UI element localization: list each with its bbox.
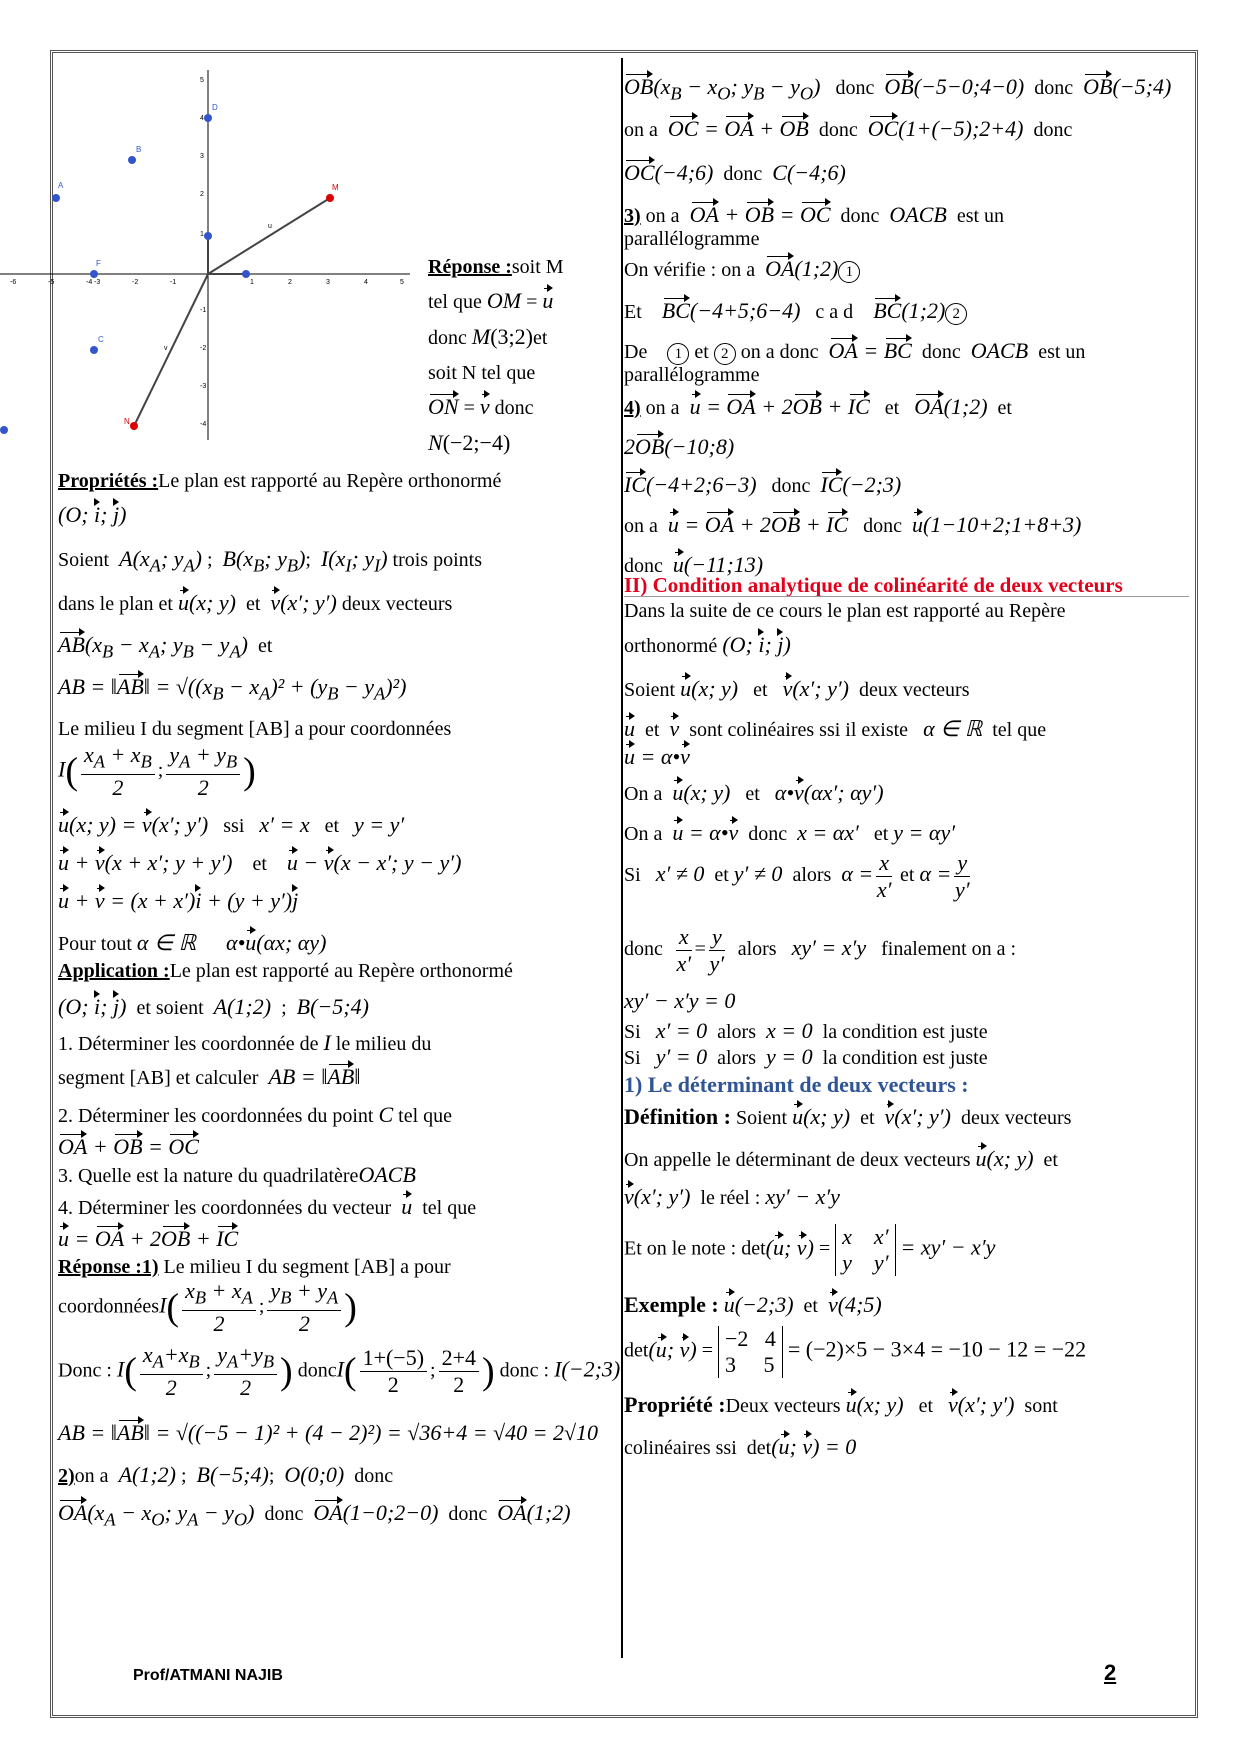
q1-text-c: segment [AB] et calculer <box>58 1067 259 1089</box>
on-a-line-2: On a u = α•v donc x = αx′ et y = αy′ <box>624 820 956 845</box>
right-column <box>624 60 1184 1650</box>
colineaires-ssi-line: colinéaires ssi det(u; v) = 0 <box>624 1434 857 1459</box>
suite-text: Dans la suite de ce cours le plan est rapporté au Repère <box>624 600 1066 622</box>
label-v: v <box>164 345 168 352</box>
reponse-text-3: donc <box>428 327 467 349</box>
u-alpha-v-line: u = α•v <box>624 744 690 769</box>
q3-text: 3. Quelle est la nature du quadrilatère <box>58 1165 359 1187</box>
rep1-text: Le milieu I du segment [AB] a pour <box>163 1256 451 1278</box>
parallelogramme-line-2 <box>624 362 760 388</box>
q4-formula: u = OA + 2OB + IC <box>58 1226 239 1251</box>
x-tick: 3 <box>326 279 330 286</box>
sont-colineaires-text: sont colinéaires ssi il existe <box>689 719 909 741</box>
donc-line: donc $\frac{x}{x'}$ = $\frac{y}{y'}$ alors xy′ = x′y finalement on a : <box>624 924 1017 976</box>
reponse-line-3: donc M(3;2)et <box>428 324 548 349</box>
application-line <box>58 958 513 984</box>
definition-line: Définition : Soient u(x; y) et v(x′; y′) deux vecteurs <box>624 1104 1072 1129</box>
y-tick: -3 <box>200 383 207 390</box>
y-tick: 5 <box>200 77 204 84</box>
reponse-title: Réponse : <box>428 256 512 278</box>
reponse-line-6: N(−2;−4) <box>428 430 511 455</box>
colineaires-ssi-text: colinéaires ssi <box>624 1437 737 1459</box>
definition-title: Définition : <box>624 1104 731 1129</box>
q2-formula: OA + OB = OC <box>58 1134 199 1159</box>
x-tick: 5 <box>400 279 404 286</box>
rep2-line: 2)on a A(1;2) ; B(−5;4); O(0;0) donc <box>58 1462 394 1487</box>
donc3-text: donc : <box>499 1359 550 1382</box>
label-F: F <box>96 259 101 268</box>
et-text: et <box>257 635 273 657</box>
le-reel-text: le réel : <box>700 1187 761 1209</box>
q3-line: 3. Quelle est la nature du quadrilatèreOACB <box>58 1162 416 1187</box>
q2-text-b: tel que <box>398 1105 453 1127</box>
conclusion-line: De 1 et 2 on a donc OA = BC donc OACB est un <box>624 338 1086 363</box>
q4-text: 4. Déterminer les coordonnées du vecteur <box>58 1197 392 1219</box>
label-A: A <box>58 181 64 190</box>
label-C: C <box>98 335 104 344</box>
q1-text-a: 1. Déterminer les coordonnée de <box>58 1033 319 1055</box>
exemple-title: Exemple : <box>624 1292 719 1317</box>
x-tick: -2 <box>132 279 139 286</box>
oc-result-line: OC(−4;6) donc C(−4;6) <box>624 160 846 185</box>
rep1-line <box>58 1254 451 1280</box>
si-text: Si <box>624 864 641 887</box>
label-B: B <box>136 145 142 154</box>
column-divider <box>621 58 623 1658</box>
dans-plan-line: dans le plan et u(x; y) et v(x′; y′) deux vecteurs <box>58 590 453 615</box>
section-rule <box>624 596 1189 597</box>
sum-basis-line: u + v = (x + x′)i + (y + y′)j <box>58 888 299 913</box>
orthonorme-text: orthonormé <box>624 635 718 657</box>
oc-line: on a OC = OA + OB donc OC(1+(−5);2+4) donc <box>624 116 1073 141</box>
oa-line: $OA(x_A - x_O$; $y_A - y_O$) donc OA(1−0;2−0) donc OA(1;2) <box>58 1500 571 1530</box>
colineaires-line: u et v sont colinéaires ssi il existe α ∈ ℝ tel que <box>624 716 1047 741</box>
condition-line: xy′ − x′y = 0 <box>624 988 736 1013</box>
props-title: Propriétés : <box>58 470 159 492</box>
si-y-line: Si y′ = 0 alors y = 0 la condition est juste <box>624 1044 988 1069</box>
de-text: De <box>624 341 648 363</box>
q2-line: 2. Déterminer les coordonnées du point C tel que <box>58 1102 453 1127</box>
tel-que-text: tel que <box>992 719 1047 741</box>
point-j <box>204 232 212 240</box>
footer-page-number: 2 <box>1104 1660 1117 1685</box>
exemple-calc-line: det(u; v) = −2 4 3 5 = (−2)×5 − 3×4 = −10 − 12 = −22 <box>624 1326 1087 1377</box>
et-soient-text: et soient <box>136 997 204 1019</box>
on-appelle-text: On appelle le déterminant de deux vecteurs <box>624 1149 971 1171</box>
sum-diff-line: u + v(x + x′; y + y′) et u − v(x − x′; y − y′) <box>58 850 462 875</box>
q1-line-2: segment [AB] et calculer AB = ‖AB‖ <box>58 1064 361 1089</box>
u-result-line: donc u(−11;13) <box>624 552 764 577</box>
point-F <box>90 270 98 278</box>
point-N <box>130 422 138 430</box>
coordonnees-text: coordonnées <box>58 1295 160 1318</box>
bc-line: Et BC(−4+5;6−4) c a d BC(1;2) 2 <box>624 298 967 325</box>
x-tick: -6 <box>10 279 17 286</box>
footer-author: Prof/ATMANI NAJIB <box>133 1667 283 1684</box>
ab-norm-line: AB = ‖AB‖ = $√((x_B - x_A)^2 + (y_B - y_A)^2)$ <box>58 674 407 704</box>
sub-title: 1) Le déterminant de deux vecteurs : <box>624 1072 969 1097</box>
ic-line: IC(−4+2;6−3) donc IC(−2;3) <box>624 472 902 497</box>
y-tick: -2 <box>200 345 207 352</box>
coordinate-graph <box>0 60 420 460</box>
propriete-text: Deux vecteurs <box>725 1395 841 1417</box>
q1-line: 1. Déterminer les coordonnée de I le milieu du <box>58 1030 432 1055</box>
reponse-line-2: tel que OM = u <box>428 288 554 313</box>
point-E <box>0 426 8 434</box>
section-title: II) Condition analytique de colinéarité de deux vecteurs <box>624 573 1123 597</box>
donc-text: donc <box>835 77 875 99</box>
x-tick: 1 <box>250 279 254 286</box>
point-B <box>128 156 136 164</box>
milieu-formula: I( $\frac{x_A + x_B}{2}$ ; $\frac{y_A + y_B}{2}$ ) <box>58 742 256 801</box>
parallelogramme-line <box>624 226 760 252</box>
est-un-text: est un <box>956 205 1005 227</box>
soient-line: Soient $A(x_A$; $y_A$) ; $B(x_B$; $y_B$); $I(x_I$; $y_I$) trois points <box>58 546 482 576</box>
app-points-line: (O; i; j) et soient A(1;2) ; B(−5;4) <box>58 994 369 1019</box>
y-tick: -1 <box>200 307 207 314</box>
et2-text: et <box>694 341 709 363</box>
2ob-line: 2OB(−10;8) <box>624 434 735 459</box>
point-A <box>52 194 60 202</box>
application-text: Le plan est rapporté au Repère orthonormé <box>169 960 513 982</box>
soient-text-right: Soient <box>624 679 676 701</box>
point-i <box>242 270 250 278</box>
parallelogramme-text: parallélogramme <box>624 228 760 250</box>
reponse-line-4 <box>428 360 535 386</box>
u-calc-line: on a u = OA + 2OB + IC donc u(1−10+2;1+8+3) <box>624 512 1082 537</box>
on-appelle-line: On appelle le déterminant de deux vecteurs u(x; y) et <box>624 1146 1058 1171</box>
x-tick: -5 <box>48 279 55 286</box>
ab-calc-line: AB = ‖AB‖ = √((−5 − 1)² + (4 − 2)²) = √36+4 = √40 = 2√10 <box>58 1420 599 1445</box>
le-reel-line: v(x′; y′) le réel : xy′ − x′y <box>624 1184 840 1209</box>
y-tick: 1 <box>200 231 204 238</box>
trois-points-text: trois points <box>392 549 482 571</box>
props-line <box>58 468 501 494</box>
deux-vecteurs-text: deux vecteurs <box>341 593 453 615</box>
label-u: u <box>268 223 272 230</box>
x-tick: -3 <box>94 279 101 286</box>
point-D <box>204 114 212 122</box>
on-le-note-text: Et on le note : <box>624 1237 737 1260</box>
label-M: M <box>332 183 339 192</box>
deux-vecteurs-text-right: deux vecteurs <box>858 679 970 701</box>
reponse-line-1 <box>428 254 564 280</box>
y-tick: 3 <box>200 153 204 160</box>
ab-coord-line: $AB(x_B - x_A$; $y_B - y_A$) et <box>58 632 273 662</box>
definition-text: Soient <box>735 1107 788 1129</box>
repere-line: (O; i; j) <box>58 502 127 527</box>
q4-line: 4. Déterminer les coordonnées du vecteur u tel que <box>58 1194 477 1219</box>
propriete-title: Propriété : <box>624 1392 726 1417</box>
rep1-title: Réponse :1) <box>58 1256 159 1278</box>
condition-juste-text-1: la condition est juste <box>822 1021 988 1043</box>
condition-juste-text-2: la condition est juste <box>822 1047 988 1069</box>
q1-text-b: le milieu du <box>335 1033 432 1055</box>
on-a-text: on a <box>624 119 658 141</box>
pour-tout-text: Pour tout <box>58 933 132 955</box>
y-tick: 2 <box>200 191 204 198</box>
suite-line <box>624 598 1065 624</box>
on-a-donc-text: on a donc <box>740 341 819 363</box>
reponse-text-4: et <box>532 327 548 349</box>
soient-line-right: Soient u(x; y) et v(x′; y′) deux vecteurs <box>624 676 970 701</box>
q3-num: 3) <box>624 205 641 227</box>
sont-text: sont <box>1024 1395 1058 1417</box>
reponse-text-2: tel que <box>428 291 482 313</box>
x-tick: -4 <box>86 279 93 286</box>
soient-text: Soient <box>58 549 110 571</box>
equal-vectors-line: u(x; y) = v(x′; y′) ssi x′ = x et y = y′ <box>58 812 405 837</box>
q4-num: 4) <box>624 397 641 419</box>
dans-le-plan-text: dans le plan et <box>58 593 173 615</box>
label-D: D <box>212 103 218 112</box>
point-C <box>90 346 98 354</box>
ssi-text: ssi <box>223 815 245 837</box>
si-line: Si x′ ≠ 0 et y′ ≠ 0 alors α = $\frac{x}{x'}$ et α = $\frac{y}{y'}$ <box>624 850 970 902</box>
q4-text-b: tel que <box>422 1197 477 1219</box>
cad-text: c a d <box>815 301 854 323</box>
det-notation-line: Et on le note : det(u; v) = x x′ y y′ = xy′ − x′y <box>624 1224 996 1275</box>
exemple-line: Exemple : u(−2;3) et v(4;5) <box>624 1292 882 1317</box>
props-text: Le plan est rapporté au Repère orthonormé <box>158 470 502 492</box>
y-tick: 4 <box>200 115 204 122</box>
donc-text: Donc : <box>58 1359 112 1382</box>
on-a-text: on a <box>74 1465 109 1487</box>
scalar-line: Pour tout α ∈ ℝ α•u(αx; αy) <box>58 930 327 955</box>
finalement-text: finalement on a : <box>881 938 1017 961</box>
q4-answer-line: 4) on a u = OA + 2OB + IC et OA(1;2) et <box>624 394 1012 419</box>
label-N: N <box>124 417 130 426</box>
on-verifie-text: On vérifie : on a <box>624 259 756 281</box>
donc2-text: donc <box>297 1359 337 1382</box>
rep1-formula: coordonnéesI( $\frac{x_B + x_A}{2}$ ; $\frac{y_B + y_A}{2}$ ) <box>58 1278 357 1337</box>
si-x-line: Si x′ = 0 alors x = 0 la condition est juste <box>624 1018 988 1043</box>
y-tick: -4 <box>200 421 207 428</box>
q2-text: 2. Déterminer les coordonnées du point <box>58 1105 374 1127</box>
x-tick: 4 <box>364 279 368 286</box>
verif-line: On vérifie : on a OA(1;2) 1 <box>624 256 860 283</box>
reponse-text-1: soit M <box>511 256 564 278</box>
x-tick: 2 <box>288 279 292 286</box>
reponse-text-6: donc <box>494 397 534 419</box>
orthonorme-line: orthonormé (O; i; j) <box>624 632 791 657</box>
q3-answer-line: 3) on a OA + OB = OC donc OACB est un <box>624 202 1005 227</box>
point-M <box>326 194 334 202</box>
on-a-line-1: On a u(x; y) et α•v(αx′; αy′) <box>624 780 884 805</box>
reponse-text-5: soit N tel que <box>428 362 536 384</box>
x-tick: -1 <box>170 279 177 286</box>
left-column <box>10 60 621 1650</box>
propriete-line: Propriété :Deux vecteurs u(x; y) et v(x′; y′) sont <box>624 1392 1058 1417</box>
parallelogramme-text-2: parallélogramme <box>624 364 760 386</box>
ob-line: $OB(x_B - x_O$; $y_B - y_O$) donc OB(−5−0;4−0) donc OB(−5;4) <box>624 74 1172 104</box>
reponse-line-5: ON = v donc <box>428 394 534 419</box>
rep2-title: 2) <box>58 1465 75 1487</box>
milieu-line <box>58 716 451 742</box>
et-text: Et <box>624 301 642 323</box>
alors-text: alors <box>792 864 832 887</box>
application-title: Application : <box>58 960 170 982</box>
milieu-text: Le milieu I du segment [AB] a pour coordonnées <box>58 718 452 740</box>
rep1-calc: Donc : I( $\frac{x_A+x_B}{2}$ ; $\frac{y_A+y_B}{2}$ ) doncI( $\frac{1+(-5)}{2}$ ; $\frac{2+4}{2}$ ) donc : I(−2;3) <box>58 1342 621 1401</box>
